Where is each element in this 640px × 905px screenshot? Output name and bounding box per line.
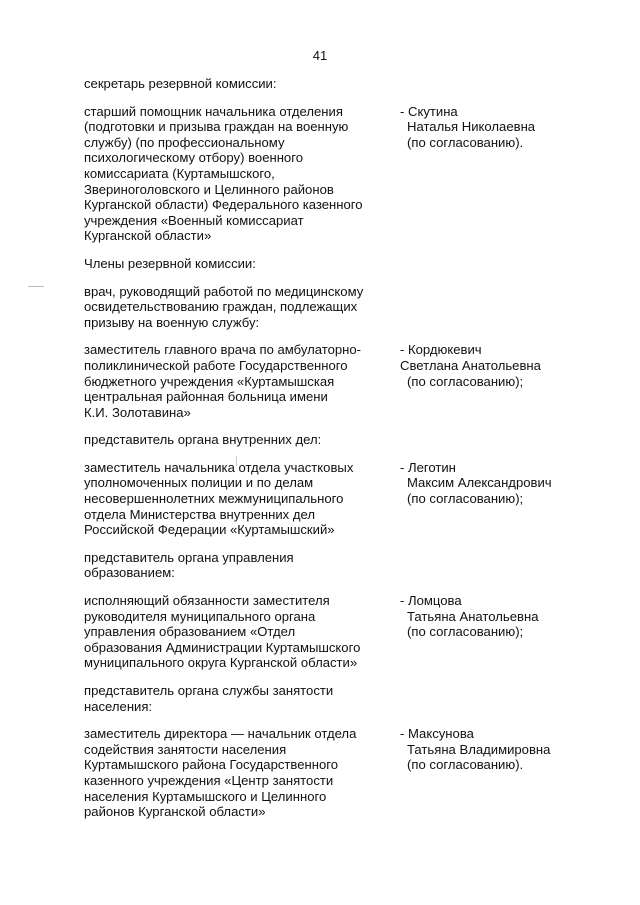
member-name: - Ломцова Татьяна Анатольевна (по согласованию); [400, 593, 539, 640]
section-label: представитель органа внутренних дел: [84, 432, 322, 448]
member-row [84, 726, 564, 820]
member-position: старший помощник начальника отделения (подготовки и призыва граждан на военную службу) (по профессиональному психологическому отбору) военного комиссариата (Куртамышского, Звериноголовского и Целинного районов Курганской области) Федерального казенного учреждения «Военный комиссариат Курганской области» [84, 103, 363, 244]
section-label: врач, руководящий работой по медицинскому освидетельствованию граждан, подлежащих призыву на военную службу: [84, 283, 364, 330]
section-label: секретарь резервной комиссии: [84, 76, 277, 91]
section-label: Члены резервной комиссии: [84, 255, 256, 271]
member-name: - Кордюкевич Светлана Анатольевна (по согласованию); [400, 342, 541, 389]
page-number: 41 [312, 48, 328, 63]
member-name: - Скутина Наталья Николаевна (по согласованию). [400, 103, 536, 150]
member-position: заместитель директора — начальник отдела содействия занятости населения Куртамышского района Государственного казенного учреждения «Центр занятости населения Куртамышского и Целинного районов Курганской области» [84, 726, 357, 820]
member-position: исполняющий обязанности заместителя руководителя муниципального органа управления образованием «Отдел образования Администрации Куртамышского муниципального округа Курганской области» [84, 593, 361, 671]
member-name: - Максунова Татьяна Владимировна (по согласованию). [400, 726, 551, 773]
section-label: представитель органа управления образованием: [84, 549, 294, 581]
member-row [84, 104, 564, 244]
member-name: - Леготин Максим Александрович (по согласованию); [400, 459, 552, 507]
member-row [84, 593, 564, 671]
margin-mark [28, 286, 44, 287]
commission-list [84, 76, 564, 832]
member-row [84, 460, 564, 538]
member-position: заместитель начальника отдела участковых уполномоченных полиции и по делам несовершеннолетних межмуниципального отдела Министерства внутренних дел Российской Федерации «Куртамышский» [84, 459, 354, 538]
member-position: заместитель главного врача по амбулаторно- поликлинической работе Государственного бюджетного учреждения «Куртамышская центральная районная больница имени К.И. Золотавина» [84, 342, 362, 420]
member-row [84, 342, 564, 420]
section-label: представитель органа службы занятости населения: [84, 683, 334, 714]
